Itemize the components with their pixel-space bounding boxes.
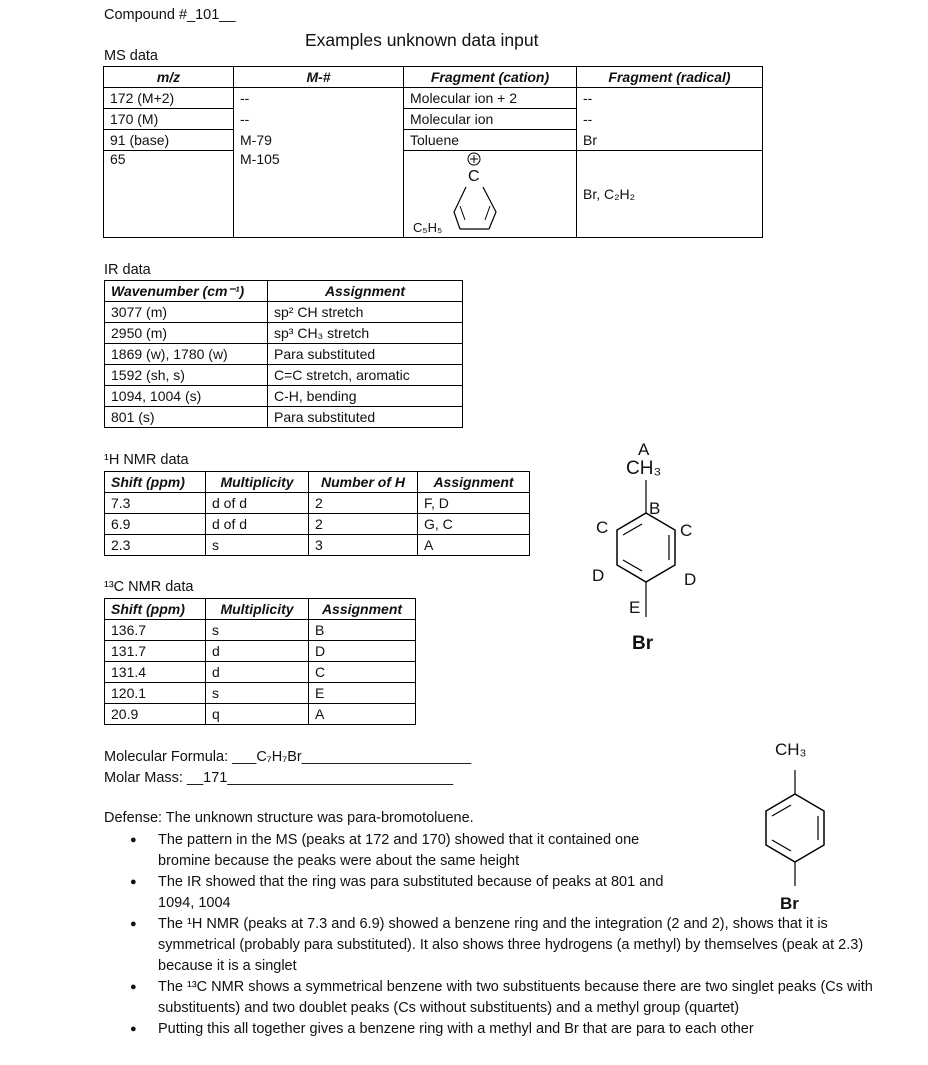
ms-cell: -- xyxy=(577,88,763,109)
ir-cell: C-H, bending xyxy=(268,386,463,407)
formula-line xyxy=(104,750,471,765)
cnmr-header-shift: Shift (ppm) xyxy=(105,599,206,620)
ir-cell: sp² CH stretch xyxy=(268,302,463,323)
cation-formula-label: C₅H₅ xyxy=(413,220,443,235)
cnmr-cell: 131.7 xyxy=(105,641,206,662)
table-row xyxy=(105,641,416,662)
ms-header-cation: Fragment (cation) xyxy=(404,67,577,88)
ir-cell: sp³ CH₃ stretch xyxy=(268,323,463,344)
ms-cell: Molecular ion + 2 xyxy=(404,88,577,109)
ms-cell: M-105 xyxy=(234,151,404,238)
ms-cell: 172 (M+2) xyxy=(104,88,234,109)
ir-cell: 2950 (m) xyxy=(105,323,268,344)
hnmr-cell: d of d xyxy=(206,493,309,514)
cnmr-cell: d xyxy=(206,641,309,662)
table-row xyxy=(105,302,463,323)
mass-line xyxy=(104,771,453,786)
hnmr-cell: 6.9 xyxy=(105,514,206,535)
label-a: A xyxy=(638,440,650,459)
label-c-left: C xyxy=(596,518,609,537)
cnmr-cell: 20.9 xyxy=(105,704,206,725)
cnmr-cell: 131.4 xyxy=(105,662,206,683)
hnmr-header-number: Number of H xyxy=(309,472,418,493)
hnmr-cell: 7.3 xyxy=(105,493,206,514)
ms-heading: MS data xyxy=(104,48,158,64)
label-e: E xyxy=(629,598,641,617)
hnmr-cell: 2.3 xyxy=(105,535,206,556)
cnmr-cell: B xyxy=(309,620,416,641)
ir-cell: 3077 (m) xyxy=(105,302,268,323)
table-row xyxy=(105,386,463,407)
page-title: Examples unknown data input xyxy=(305,30,539,50)
hnmr-header-multiplicity: Multiplicity xyxy=(206,472,309,493)
ms-cell: 65 xyxy=(104,151,234,238)
hnmr-heading: ¹H NMR data xyxy=(104,452,189,468)
ir-cell: 1094, 1004 (s) xyxy=(105,386,268,407)
table-row xyxy=(105,365,463,386)
ms-table xyxy=(103,66,763,238)
ms-header-m: M-# xyxy=(234,67,404,88)
table-row xyxy=(104,130,763,151)
formula-label: Molecular Formula: xyxy=(104,749,229,765)
cnmr-header-multiplicity: Multiplicity xyxy=(206,599,309,620)
ms-cell: Br xyxy=(577,130,763,151)
table-row xyxy=(105,683,416,704)
ir-cell: 1869 (w), 1780 (w) xyxy=(105,344,268,365)
cation-atom-label: C xyxy=(468,168,480,185)
cnmr-header-assignment: Assignment xyxy=(309,599,416,620)
cnmr-cell: s xyxy=(206,683,309,704)
label-d-left: D xyxy=(592,566,605,585)
table-row xyxy=(105,620,416,641)
ir-header-wavenumber: Wavenumber (cm⁻¹) xyxy=(105,281,268,302)
ms-cell: -- xyxy=(234,88,404,109)
ms-header-mz: m/z xyxy=(104,67,234,88)
cnmr-cell: E xyxy=(309,683,416,704)
ir-header-assignment: Assignment xyxy=(268,281,463,302)
plain-label-br: Br xyxy=(780,894,799,913)
cnmr-table xyxy=(104,598,416,725)
label-ch3: CH₃ xyxy=(626,458,662,479)
ms-header-radical: Fragment (radical) xyxy=(577,67,763,88)
hnmr-cell: 2 xyxy=(309,493,418,514)
defense-bullet: ● The pattern in the MS (peaks at 172 and 170) showed that it contained one bromine because the peaks were about the same height xyxy=(158,830,688,872)
ms-cell: Toluene xyxy=(404,130,577,151)
mass-value: __171____________________________ xyxy=(187,770,454,786)
defense-bullet-list xyxy=(130,830,898,1040)
label-b: B xyxy=(649,499,661,518)
hnmr-cell: F, D xyxy=(418,493,530,514)
table-row xyxy=(104,109,763,130)
hnmr-table xyxy=(104,471,530,556)
ir-cell: Para substituted xyxy=(268,407,463,428)
cnmr-cell: 136.7 xyxy=(105,620,206,641)
label-br: Br xyxy=(632,633,654,654)
hnmr-cell: G, C xyxy=(418,514,530,535)
defense-bullet: ● The ¹H NMR (peaks at 7.3 and 6.9) showed a benzene ring and the integration (2 and 2), shows that it is symmetrical (probably para substituted). It also shows three hydrogens (a methyl) by themselves (peak at 2.3) because it is a singlet xyxy=(158,914,898,977)
formula-value: ___C₇H₇Br_____________________ xyxy=(232,749,472,765)
table-row xyxy=(105,704,416,725)
defense-bullet: ● The IR showed that the ring was para substituted because of peaks at 801 and 1094, 1004 xyxy=(158,872,703,914)
cnmr-cell: d xyxy=(206,662,309,683)
hnmr-header-shift: Shift (ppm) xyxy=(105,472,206,493)
hnmr-cell: s xyxy=(206,535,309,556)
ms-cell: 170 (M) xyxy=(104,109,234,130)
table-row xyxy=(105,514,530,535)
ir-cell: 1592 (sh, s) xyxy=(105,365,268,386)
cyclopentadienyl-cation-drawing xyxy=(440,150,520,235)
defense-bullet: ● Putting this all together gives a benzene ring with a methyl and Br that are para to each other xyxy=(158,1019,898,1040)
cnmr-cell: s xyxy=(206,620,309,641)
table-row xyxy=(105,535,530,556)
hnmr-cell: d of d xyxy=(206,514,309,535)
ir-cell: Para substituted xyxy=(268,344,463,365)
ms-cell: M-79 xyxy=(234,130,404,151)
hnmr-cell: A xyxy=(418,535,530,556)
ir-heading: IR data xyxy=(104,262,151,278)
table-row xyxy=(105,493,530,514)
ir-cell: 801 (s) xyxy=(105,407,268,428)
ms-cell: -- xyxy=(577,109,763,130)
mass-label: Molar Mass: xyxy=(104,770,183,786)
ms-cell: Molecular ion xyxy=(404,109,577,130)
hnmr-header-assignment: Assignment xyxy=(418,472,530,493)
cnmr-cell: C xyxy=(309,662,416,683)
table-row xyxy=(105,407,463,428)
compound-label: Compound #_101__ xyxy=(104,7,236,23)
ms-cell: -- xyxy=(234,109,404,130)
ir-table xyxy=(104,280,463,428)
cnmr-cell: q xyxy=(206,704,309,725)
ms-cell: Br, C₂H₂ xyxy=(577,151,763,238)
plain-label-ch3: CH₃ xyxy=(775,740,807,759)
cnmr-cell: A xyxy=(309,704,416,725)
cnmr-cell: D xyxy=(309,641,416,662)
cnmr-heading: ¹³C NMR data xyxy=(104,579,194,595)
ir-cell: C=C stretch, aromatic xyxy=(268,365,463,386)
table-row xyxy=(105,323,463,344)
label-d-right: D xyxy=(684,570,697,589)
hnmr-cell: 3 xyxy=(309,535,418,556)
defense-bullet: ● The ¹³C NMR shows a symmetrical benzene with two substituents because there are two singlet peaks (Cs with substituents) and two doublet peaks (Cs without substituents) and a methyl group (quartet) xyxy=(158,977,898,1019)
ms-cell: 91 (base) xyxy=(104,130,234,151)
hnmr-cell: 2 xyxy=(309,514,418,535)
label-c-right: C xyxy=(680,521,693,540)
defense-intro: Defense: The unknown structure was para-bromotoluene. xyxy=(104,810,474,826)
table-row xyxy=(105,662,416,683)
table-row xyxy=(104,88,763,109)
table-row xyxy=(105,344,463,365)
cnmr-cell: 120.1 xyxy=(105,683,206,704)
